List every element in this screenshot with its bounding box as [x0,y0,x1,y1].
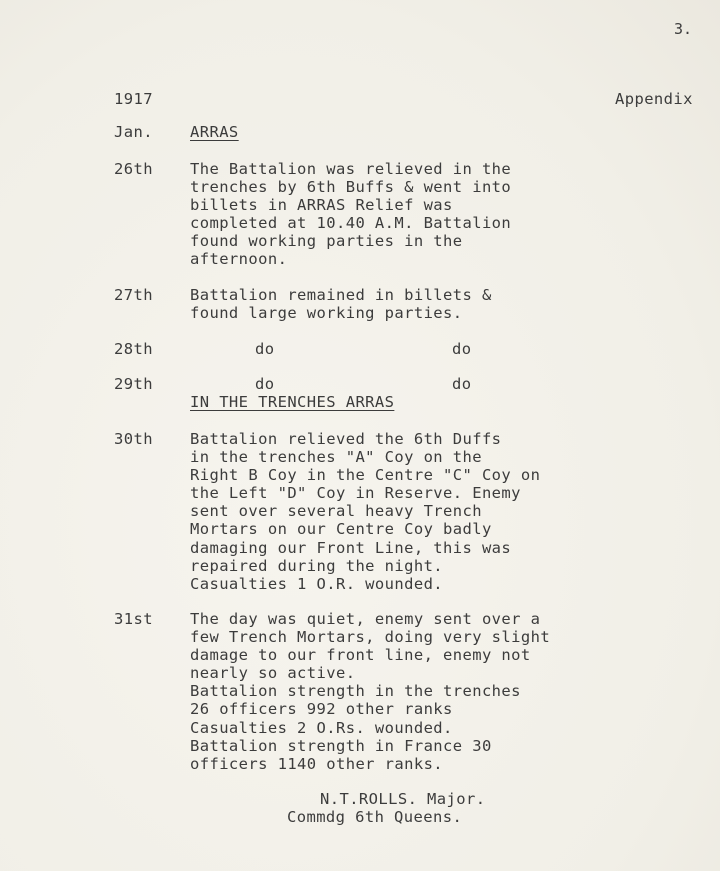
entry-date-29th: 29th [114,375,153,393]
entry-body-30th [190,430,610,593]
entry-line: Mortars on our Centre Coy badly [190,520,492,539]
ditto-mark: do [452,375,472,393]
entry-line: Battalion remained in billets & [190,286,492,304]
entry-line: The day was quiet, enemy sent over a [190,610,541,628]
signature-name: N.T.ROLLS. Major. [320,790,486,808]
entry-line: Battalion strength in France 30 [190,736,492,755]
entry-date-26th: 26th [114,160,153,178]
section-heading: IN THE TRENCHES ARRAS [190,393,395,411]
entry-line: damage to our front line, enemy not [190,646,531,665]
entry-line: found working parties in the [190,232,463,251]
entry-line: completed at 10.40 A.M. Battalion [190,214,512,233]
entry-line: officers 1140 other ranks. [190,754,444,773]
entry-line: trenches by 6th Buffs & went into [190,178,512,197]
entry-body-26th [190,160,610,269]
entry-line: few Trench Mortars, doing very slight [190,628,551,647]
entry-line: Battalion strength in the trenches [190,682,521,701]
ditto-mark: do [255,340,275,358]
entry-line: 26 officers 992 other ranks [190,700,453,719]
ditto-mark: do [255,375,275,393]
entry-line: The Battalion was relieved in the [190,160,512,178]
entry-line: sent over several heavy Trench [190,502,482,521]
entry-date-28th: 28th [114,340,153,358]
entry-date-27th: 27th [114,286,153,304]
entry-date-30th: 30th [114,430,153,448]
appendix-label: Appendix [615,90,693,108]
entry-body-27th [190,286,610,322]
entry-line: found large working parties. [190,304,463,323]
entry-body-31st [190,610,610,773]
entry-line: the Left "D" Coy in Reserve. Enemy [190,484,521,503]
ditto-mark: do [452,340,472,358]
entry-date-31st: 31st [114,610,153,628]
location-heading: ARRAS [190,123,239,141]
page-number: 3. [673,20,692,38]
entry-line: nearly so active. [190,664,356,683]
month-label: Jan. [114,123,153,141]
entry-line: afternoon. [190,250,288,269]
year-label: 1917 [114,90,153,108]
entry-line: billets in ARRAS Relief was [190,196,453,215]
entry-line: Casualties 1 O.R. wounded. [190,574,444,593]
signature-title: Commdg 6th Queens. [287,808,463,826]
entry-line: damaging our Front Line, this was [190,538,512,557]
entry-line: repaired during the night. [190,556,444,575]
entry-line: Casualties 2 O.Rs. wounded. [190,718,453,737]
entry-line: in the trenches "A" Coy on the [190,448,482,467]
entry-line: Right B Coy in the Centre "C" Coy on [190,466,541,485]
entry-line: Battalion relieved the 6th Duffs [190,430,502,448]
